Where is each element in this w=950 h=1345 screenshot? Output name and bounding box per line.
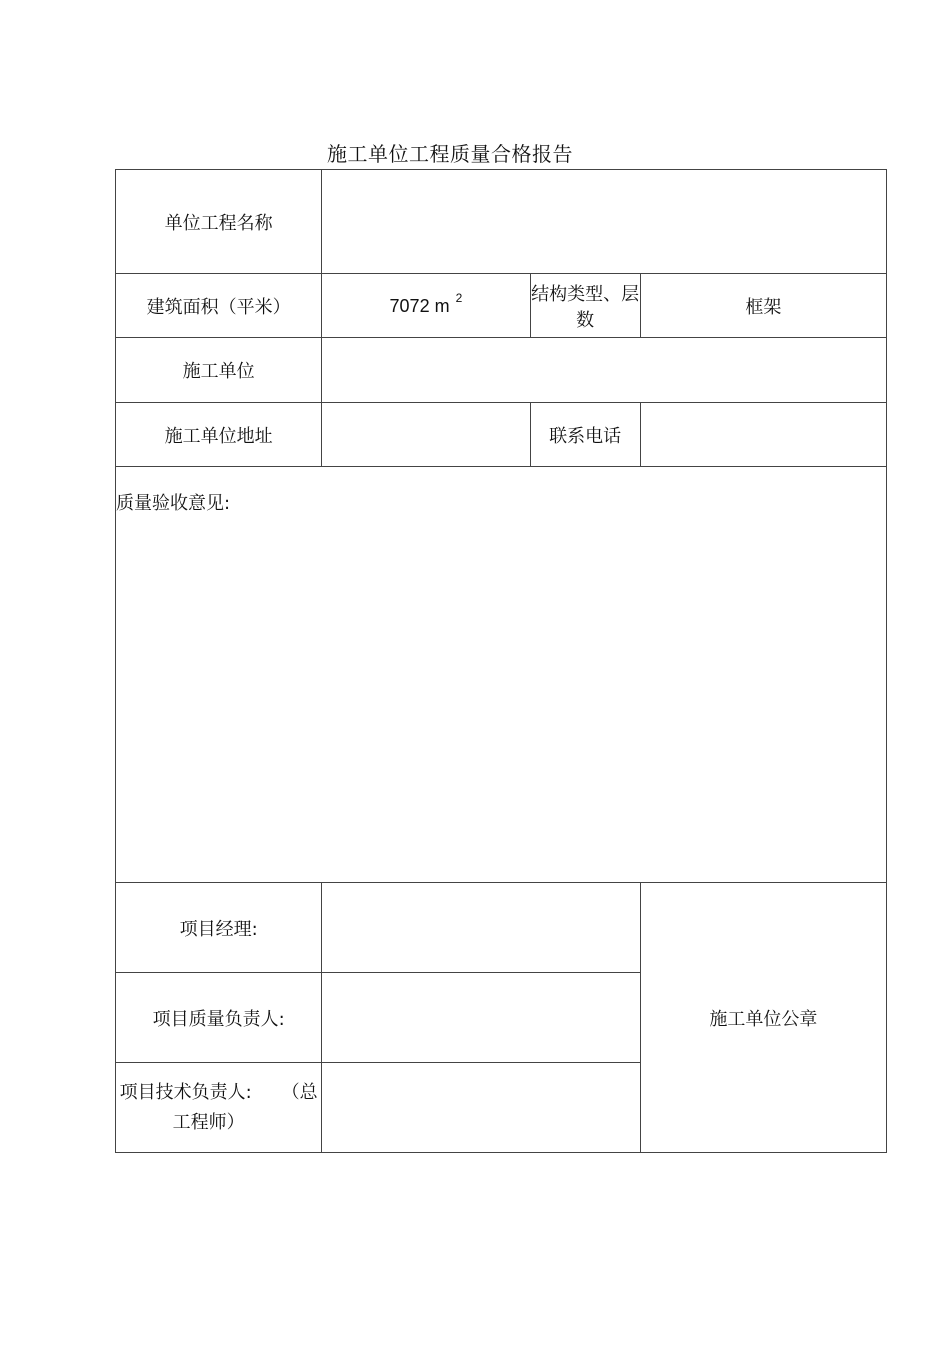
project-manager-signature[interactable]	[322, 883, 640, 973]
quality-opinion-label: 质量验收意见:	[116, 493, 231, 514]
project-manager-label: 项目经理:	[116, 883, 322, 973]
quality-lead-signature[interactable]	[322, 973, 640, 1063]
contact-phone-label: 联系电话	[530, 403, 640, 467]
tech-lead-label	[116, 1063, 322, 1153]
building-area-cell[interactable]	[322, 274, 530, 338]
quality-report-table	[115, 169, 887, 1153]
company-seal-cell[interactable]	[640, 883, 886, 1153]
construction-unit-value[interactable]	[322, 338, 887, 403]
structure-type-value[interactable]: 框架	[640, 274, 886, 338]
tech-lead-label-line1: 项目技术负责人:	[119, 1081, 252, 1103]
unit-project-name-value[interactable]	[322, 170, 887, 274]
quality-lead-label: 项目质量负责人:	[116, 973, 322, 1063]
construction-unit-address-label: 施工单位地址	[116, 403, 322, 467]
document-title: 施工单位工程质量合格报告	[327, 142, 573, 166]
tech-lead-label-line2: 工程师）	[172, 1111, 245, 1133]
structure-type-label: 结构类型、层数	[530, 274, 640, 338]
building-area-label: 建筑面积（平米）	[116, 274, 322, 338]
building-area-unit-superscript: 2	[455, 291, 463, 305]
construction-unit-address-value[interactable]	[322, 403, 530, 467]
contact-phone-value[interactable]	[640, 403, 886, 467]
building-area-value: 7072 m	[389, 296, 450, 316]
tech-lead-signature[interactable]	[322, 1063, 640, 1153]
unit-project-name-label: 单位工程名称	[116, 170, 322, 274]
construction-unit-label: 施工单位	[116, 338, 322, 403]
company-seal-label: 施工单位公章	[709, 1008, 818, 1030]
tech-lead-label-paren: （总	[281, 1081, 318, 1103]
quality-opinion-cell[interactable]	[116, 467, 887, 883]
